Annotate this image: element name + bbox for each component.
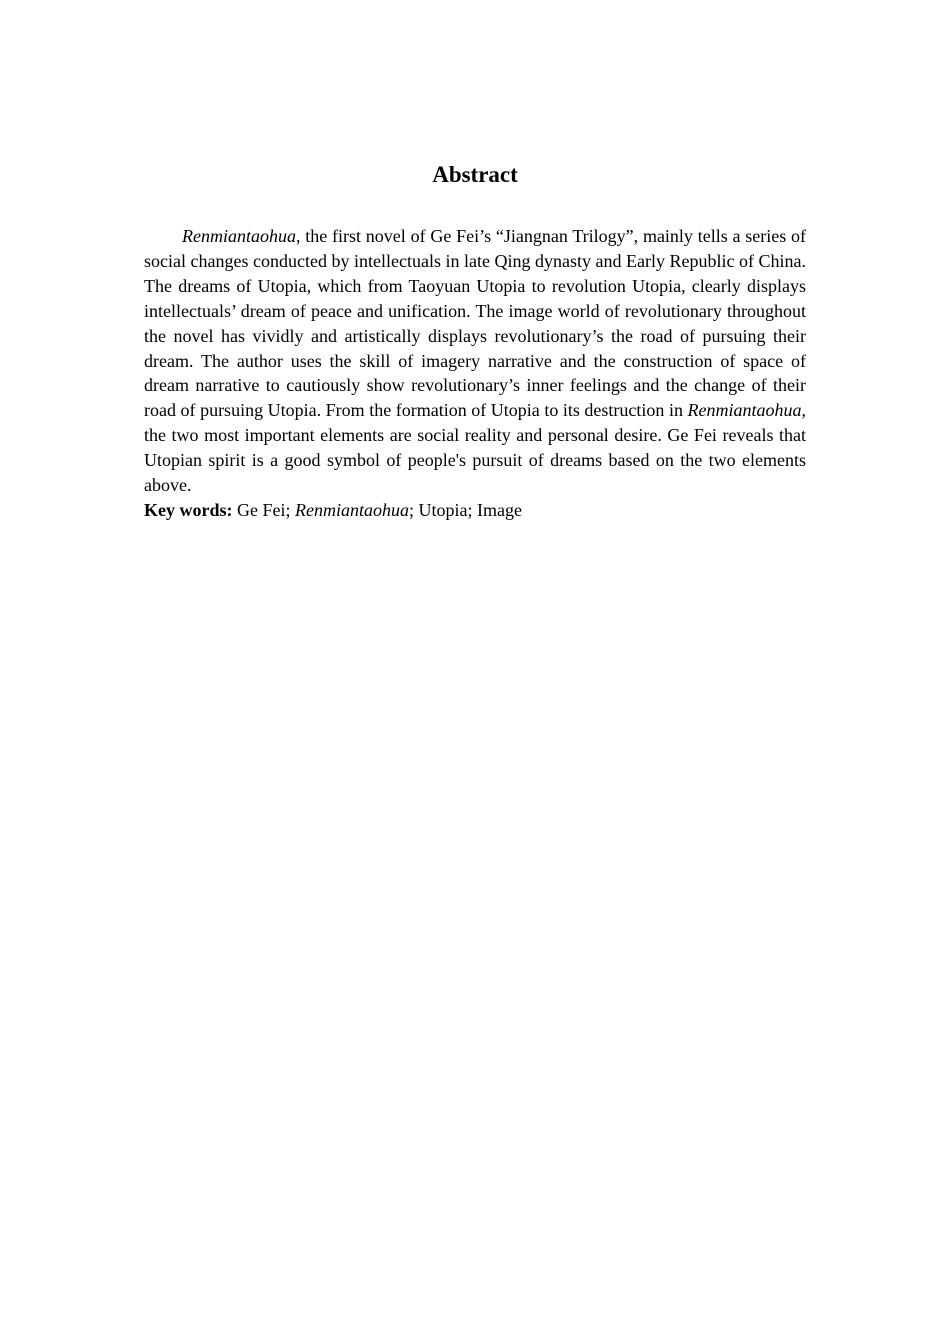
novel-title-italic: Renmiantaohua [182,226,296,246]
abstract-text-2: , the two most important elements are social reality and personal desire. Ge Fei reveals that Utopian spirit is a good symbol of people's pursuit of dreams based on the two elements above. [144,400,806,496]
keyword-novel-title: Renmiantaohua [295,500,409,520]
keywords-line [144,498,806,523]
abstract-paragraph [144,224,806,498]
abstract-text-1: , the first novel of Ge Fei’s “Jiangnan Trilogy”, mainly tells a series of social changes conducted by intellectuals in late Qing dynasty and Early Republic of China. The dreams of Utopia, which from Taoyuan Utopia to revolution Utopia, clearly displays intellectuals’ dream of peace and unification. The image world of revolutionary throughout the novel has vividly and artistically displays revolutionary’s the road of pursuing their dream. The author uses the skill of imagery narrative and the construction of space of dream narrative to cautiously show revolutionary’s inner feelings and the change of their road of pursuing Utopia. From the formation of Utopia to its destruction in [144,226,806,421]
abstract-title: Abstract [432,162,518,187]
keywords-label: Key words: [144,500,233,520]
keyword-ge-fei: Ge Fei; [232,500,295,520]
novel-title-italic-2: Renmiantaohua [687,400,802,421]
keyword-rest: ; Utopia; Image [409,500,522,520]
